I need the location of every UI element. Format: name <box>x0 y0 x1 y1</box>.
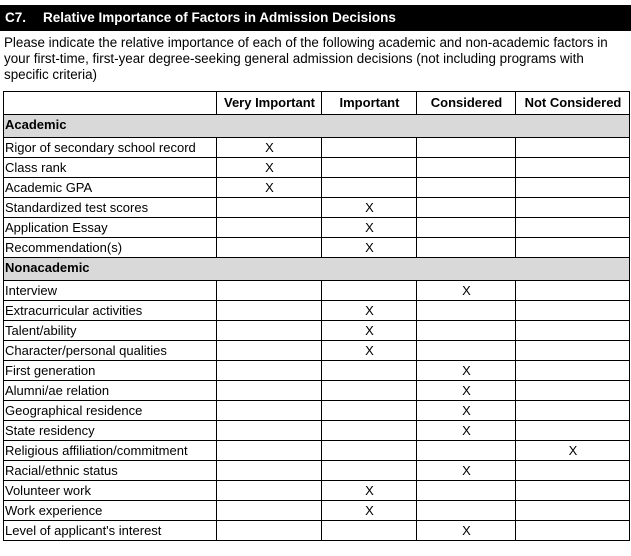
factor-label: Racial/ethnic status <box>4 461 217 481</box>
cell-considered <box>417 158 516 178</box>
cell-considered <box>417 341 516 361</box>
cell-not-considered <box>516 238 630 258</box>
column-header-not-considered: Not Considered <box>516 92 630 115</box>
table-row <box>4 461 630 481</box>
cell-important: X <box>322 198 417 218</box>
cell-not-considered <box>516 301 630 321</box>
cell-not-considered <box>516 158 630 178</box>
cell-considered: X <box>417 281 516 301</box>
factor-label: Level of applicant's interest <box>4 521 217 541</box>
factor-label: Geographical residence <box>4 401 217 421</box>
column-header-important: Important <box>322 92 417 115</box>
factor-label: First generation <box>4 361 217 381</box>
cell-considered <box>417 321 516 341</box>
cell-considered <box>417 138 516 158</box>
cell-very-important <box>217 301 322 321</box>
cell-important: X <box>322 238 417 258</box>
table-row <box>4 178 630 198</box>
table-row <box>4 321 630 341</box>
column-header-considered: Considered <box>417 92 516 115</box>
table-row <box>4 421 630 441</box>
cell-very-important <box>217 198 322 218</box>
cell-very-important <box>217 361 322 381</box>
factor-label: Character/personal qualities <box>4 341 217 361</box>
section-title-bar <box>0 5 631 31</box>
cell-very-important <box>217 441 322 461</box>
table-row <box>4 521 630 541</box>
cell-important <box>322 521 417 541</box>
cell-not-considered <box>516 138 630 158</box>
table-row <box>4 198 630 218</box>
cell-important <box>322 158 417 178</box>
cell-important <box>322 381 417 401</box>
cell-not-considered <box>516 198 630 218</box>
section-title: Relative Importance of Factors in Admission Decisions <box>43 10 396 25</box>
cell-important <box>322 401 417 421</box>
cell-very-important <box>217 321 322 341</box>
cell-not-considered <box>516 421 630 441</box>
cell-not-considered: X <box>516 441 630 461</box>
cell-very-important <box>217 341 322 361</box>
table-row <box>4 381 630 401</box>
cell-important: X <box>322 218 417 238</box>
factor-label: Interview <box>4 281 217 301</box>
cell-not-considered <box>516 281 630 301</box>
cell-considered <box>417 178 516 198</box>
cell-considered <box>417 238 516 258</box>
cell-not-considered <box>516 218 630 238</box>
table-row <box>4 158 630 178</box>
cell-not-considered <box>516 361 630 381</box>
cell-important: X <box>322 481 417 501</box>
factor-label: Volunteer work <box>4 481 217 501</box>
table-row <box>4 481 630 501</box>
cell-very-important: X <box>217 158 322 178</box>
cell-very-important <box>217 281 322 301</box>
table-row <box>4 361 630 381</box>
cell-important <box>322 441 417 461</box>
factor-label: Religious affiliation/commitment <box>4 441 217 461</box>
cell-very-important: X <box>217 138 322 158</box>
cell-very-important <box>217 218 322 238</box>
section-label: Nonacademic <box>4 258 630 281</box>
cell-very-important <box>217 481 322 501</box>
instructions-text: Please indicate the relative importance of each of the following academic and non-academic factors in your first-time, first-year degree-seeking general admission decisions (not including programs with specific criteria) <box>4 35 608 82</box>
cell-very-important <box>217 501 322 521</box>
cell-very-important <box>217 521 322 541</box>
cell-very-important <box>217 421 322 441</box>
cell-important <box>322 281 417 301</box>
cell-important <box>322 361 417 381</box>
cell-very-important <box>217 381 322 401</box>
table-row <box>4 238 630 258</box>
table-header-row <box>4 92 630 115</box>
cell-very-important: X <box>217 178 322 198</box>
cell-considered <box>417 501 516 521</box>
cell-considered: X <box>417 361 516 381</box>
factor-label: Application Essay <box>4 218 217 238</box>
cell-considered <box>417 218 516 238</box>
section-row-academic <box>4 115 630 138</box>
factor-label: Recommendation(s) <box>4 238 217 258</box>
cell-very-important <box>217 238 322 258</box>
cell-important <box>322 138 417 158</box>
cell-important <box>322 178 417 198</box>
table-row <box>4 138 630 158</box>
cell-not-considered <box>516 521 630 541</box>
cell-very-important <box>217 401 322 421</box>
factor-label: Standardized test scores <box>4 198 217 218</box>
cell-not-considered <box>516 501 630 521</box>
table-row <box>4 301 630 321</box>
cell-very-important <box>217 461 322 481</box>
table-row <box>4 281 630 301</box>
table-row <box>4 341 630 361</box>
table-body <box>4 115 630 541</box>
cell-important: X <box>322 321 417 341</box>
cell-considered: X <box>417 401 516 421</box>
factor-label: Talent/ability <box>4 321 217 341</box>
section-number: C7. <box>5 10 27 25</box>
cell-not-considered <box>516 401 630 421</box>
cell-not-considered <box>516 321 630 341</box>
cell-important: X <box>322 341 417 361</box>
cell-considered: X <box>417 421 516 441</box>
column-header-factor <box>4 92 217 115</box>
cell-considered <box>417 198 516 218</box>
cell-considered <box>417 301 516 321</box>
column-header-very-important: Very Important <box>217 92 322 115</box>
factor-label: Rigor of secondary school record <box>4 138 217 158</box>
factor-label: Extracurricular activities <box>4 301 217 321</box>
cell-not-considered <box>516 461 630 481</box>
cell-considered: X <box>417 381 516 401</box>
table-row <box>4 501 630 521</box>
factor-label: Work experience <box>4 501 217 521</box>
table-row <box>4 218 630 238</box>
factor-label: Class rank <box>4 158 217 178</box>
cell-considered <box>417 441 516 461</box>
cell-considered: X <box>417 521 516 541</box>
cell-considered <box>417 481 516 501</box>
cell-not-considered <box>516 481 630 501</box>
factor-label: Academic GPA <box>4 178 217 198</box>
factor-label: Alumni/ae relation <box>4 381 217 401</box>
factors-table <box>3 91 630 541</box>
cell-considered: X <box>417 461 516 481</box>
cell-important: X <box>322 301 417 321</box>
cell-not-considered <box>516 341 630 361</box>
cell-important <box>322 461 417 481</box>
cell-important <box>322 421 417 441</box>
section-row-nonacademic <box>4 258 630 281</box>
table-row <box>4 441 630 461</box>
factor-label: State residency <box>4 421 217 441</box>
cell-important: X <box>322 501 417 521</box>
section-label: Academic <box>4 115 630 138</box>
cell-not-considered <box>516 381 630 401</box>
cell-not-considered <box>516 178 630 198</box>
table-row <box>4 401 630 421</box>
